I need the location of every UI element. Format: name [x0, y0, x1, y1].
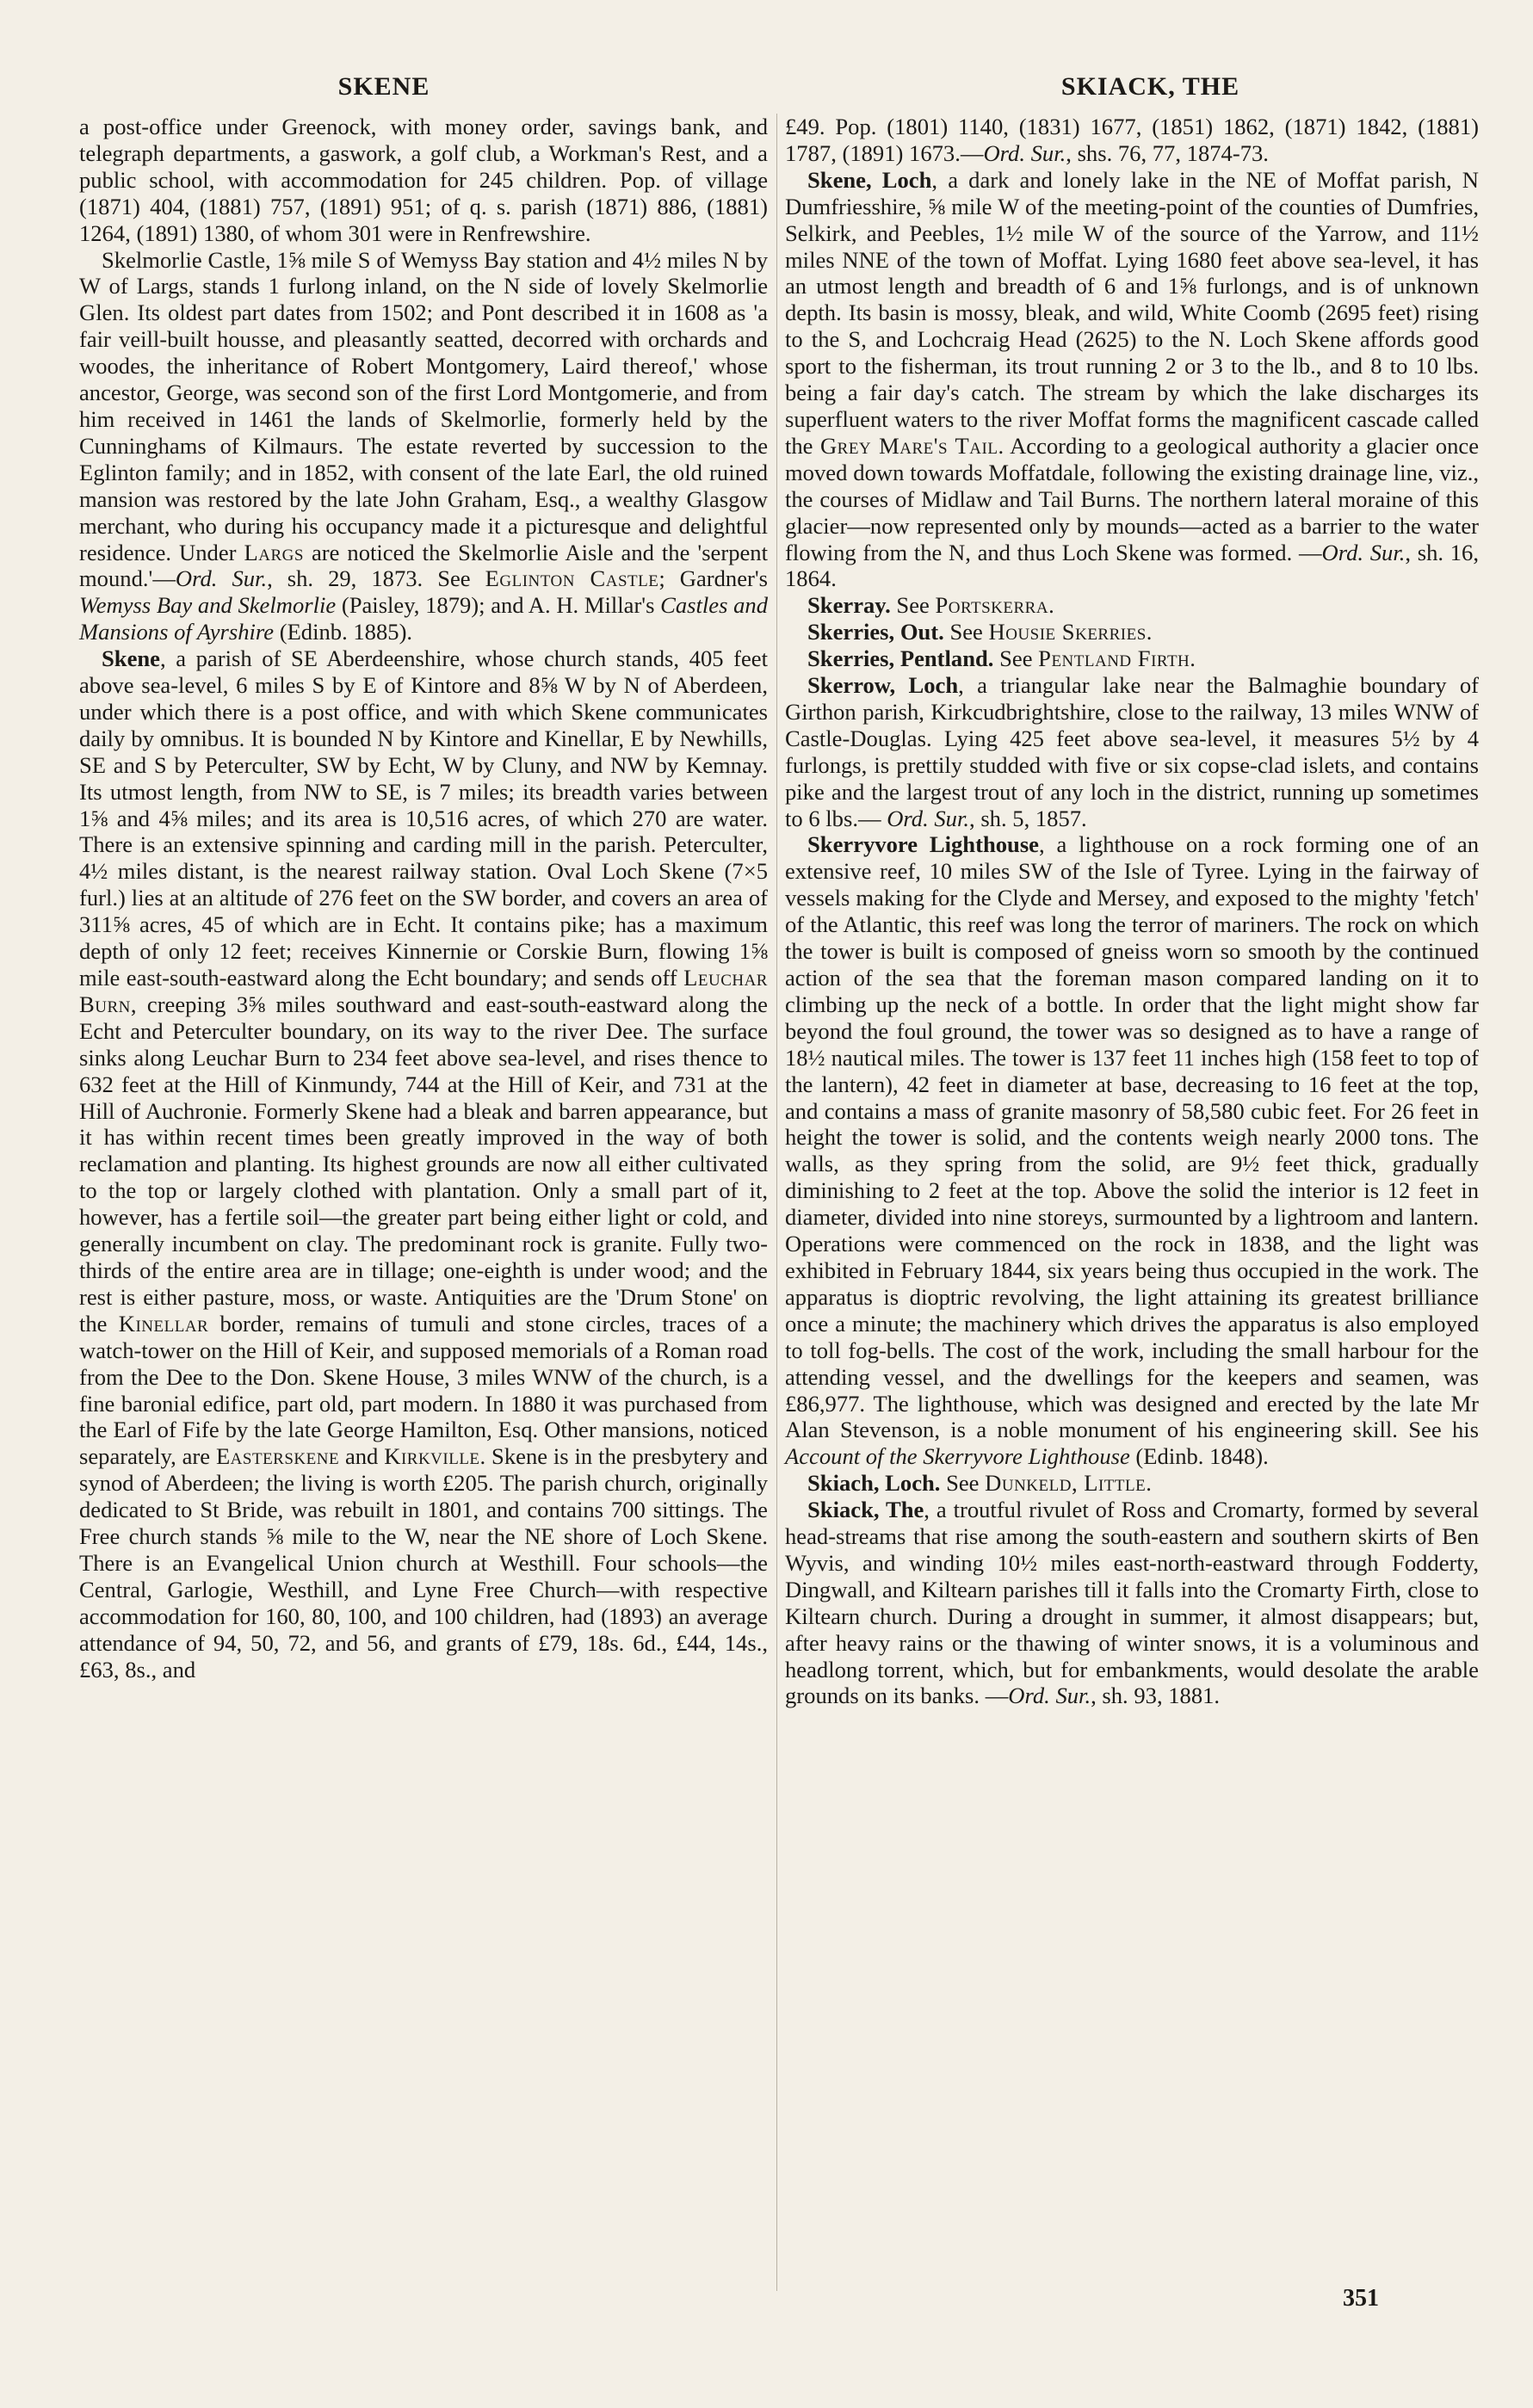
cross-ref-pentland-firth: Pentland Firth — [1038, 645, 1190, 672]
entry-skerray: Skerray. See Portskerra. — [807, 592, 1054, 619]
paragraph-post-office: a post-office under Greenock, with money order, savings bank, and telegraph departments, a gaswork, a golf club, a Workman's Rest, and a public school, with accommodation for 245 children. Pop. of village (1871) 404, (1881) 757, (1891) 951; of q. s. parish (1871) 886, (1881) 1264, (1891) 1380, of whom 301 were in Renfrewshire. — [79, 114, 768, 246]
paragraph-skene-population: £49. Pop. (1801) 1140, (1831) 1677, (1851) 1862, (1871) 1842, (1881) 1787, (1891) 1673.—Ord. Sur., shs. 76, 77, 1874-73. — [785, 114, 1479, 166]
book-title-skerryvore-account: Account of the Skerryvore Lighthouse — [785, 1443, 1130, 1470]
entry-skiack-the: Skiack, The, a troutful rivulet of Ross and Cromarty, formed by several head-streams that rise among the south-eastern and southern skirts of Ben Wyvis, and winding 10½ miles east-north-eastward through Fodderty, Dingwall, and Kiltearn parishes till it falls into the Cromarty Firth, close to Kiltearn church. During a drought in summer, it almost disappears; but, after heavy rains or the thawing of winter snows, it is a voluminous and headlong torrent, which, but for embankments, would desolate the arable grounds on its banks. —Ord. Sur., sh. 93, 1881. — [785, 1497, 1479, 1709]
running-head-right: SKIACK, THE — [1060, 72, 1240, 101]
entry-skene-loch: Skene, Loch, a dark and lonely lake in the NE of Moffat parish, N Dumfriesshire, ⅝ mile W of the meeting-point of the counties of Dumfries, Selkirk, and Peebles, 1½ mile W of the source of the Yarrow, and 11½ miles NNE of the town of Moffat. Lying 1680 feet above sea-level, it has an utmost length and breadth of 6 and 1⅝ furlongs, and is of unknown depth. Its basin is mossy, bleak, and wild, White Coomb (2695 feet) rising to the S, and Lochcraig Head (2625) to the N. Loch Skene affords good sport to the fisherman, its trout running 2 or 3 to the lb., and 8 to 10 lbs. being a fair day's catch. The stream by which the lake discharges its superfluent waters to the river Moffat forms the magnificent cascade called the Grey Mare's Tail. According to a geological authority a glacier once moved down towards Moffatdale, following the existing drainage line, viz., the courses of Midlaw and Tail Burns. The northern lateral moraine of this glacier—now represented only by mounds—acted as a barrier to the water flowing from the N, and thus Loch Skene was formed. —Ord. Sur., sh. 16, 1864. — [785, 166, 1479, 592]
entry-heading-skiach-loch: Skiach, Loch. — [807, 1470, 941, 1497]
entry-heading-skerryvore: Skerryvore Lighthouse — [807, 831, 1039, 858]
column-divider — [776, 114, 777, 2291]
entry-heading-skerray: Skerray. — [807, 592, 891, 619]
entry-skerries-out: Skerries, Out. See Housie Skerries. — [807, 619, 1153, 645]
cross-ref-kirkville: Kirkville — [384, 1443, 480, 1470]
right-column — [785, 114, 1479, 1709]
entry-heading-skerries-pentland: Skerries, Pentland. — [807, 645, 994, 672]
cross-ref-leuchar-burn: Leuchar Burn — [79, 965, 768, 1017]
book-title-castles-mansions: Castles and Mansions of Ayrshire — [79, 592, 768, 645]
cross-ref-eglinton-castle: Eglinton Castle — [485, 565, 659, 592]
entry-skerrow-loch: Skerrow, Loch, a triangular lake near the Balmaghie boundary of Girthon parish, Kirkcudbrightshire, close to the railway, 13 miles WNW of Castle-Douglas. Lying 425 feet above sea-level, it measures 5½ by 4 furlongs, is prettily studded with five or six copse-clad islets, and contains pike and the largest trout of any loch in the district, running up sometimes to 6 lbs.— Ord. Sur., sh. 5, 1857. — [785, 672, 1479, 831]
cross-ref-dunkeld-little: Dunkeld, Little — [985, 1470, 1147, 1497]
cross-ref-portskerra: Portskerra — [935, 592, 1049, 619]
entry-skiach-loch: Skiach, Loch. See Dunkeld, Little. — [807, 1470, 1152, 1497]
entry-heading-skiack: Skiack, The — [807, 1497, 924, 1523]
left-column — [79, 114, 768, 1683]
page-number: 351 — [1343, 2285, 1379, 2312]
book-title-wemyss-bay: Wemyss Bay and Skelmorlie — [79, 592, 337, 619]
cross-ref-grey-mares-tail: Grey Mare's Tail — [819, 432, 998, 459]
entry-heading-skerrow-loch: Skerrow, Loch — [807, 672, 959, 699]
cross-ref-largs: Largs — [244, 539, 304, 565]
entry-heading-skerries-out: Skerries, Out. — [807, 619, 944, 645]
entry-skene-parish: Skene, a parish of SE Aberdeenshire, whose church stands, 405 feet above sea-level, 6 miles S by E of Kintore and 8⅝ W by N of Aberdeen, under which there is a post office, and with which Skene communicates daily by omnibus. It is bounded N by Kintore and Kinellar, E by Newhills, SE and S by Peterculter, SW by Echt, W by Cluny, and NW by Kemnay. Its utmost length, from NW to SE, is 7 miles; its breadth varies between 1⅝ and 4⅝ miles; and its area is 10,516 acres, of which 270 are water. There is an extensive spinning and carding mill in the parish. Peterculter, 4½ miles distant, is the nearest railway station. Oval Loch Skene (7×5 furl.) lies at an altitude of 276 feet on the SW border, and covers an area of 311⅝ acres, 45 of which are in Echt. It contains pike; has a maximum depth of only 12 feet; receives Kinnernie or Corskie Burn, flowing 1⅝ mile east-south-eastward along the Echt boundary; and sends off Leuchar Burn, creeping 3⅝ miles southward and east-south-eastward along the Echt and Peterculter boundary, on its way to the river Dee. The surface sinks along Leuchar Burn to 234 feet above sea-level, and rises thence to 632 feet at the Hill of Kinmundy, 744 at the Hill of Keir, and 731 at the Hill of Auchronie. Formerly Skene had a bleak and barren appearance, but it has within recent times been greatly improved in the way of both reclamation and planting. Its highest grounds are now all either cultivated to the top or largely clothed with plantation. Only a small part of it, however, has a fertile soil—the greater part being either light or cold, and generally incumbent on clay. The predominant rock is granite. Fully two-thirds of the entire area are in tillage; one-eighth is under wood; and the rest is either pasture, moss, or waste. Antiquities are the 'Drum Stone' on the Kinellar border, remains of tumuli and stone circles, traces of a watch-tower on the Hill of Keir, and supposed memorials of a Roman road from the Dee to the Don. Skene House, 3 miles WNW of the church, is a fine baronial edifice, part old, part modern. In 1880 it was purchased from the Earl of Fife by the late George Hamilton, Esq. Other mansions, noticed separately, are Easterskene and Kirkville. Skene is in the presbytery and synod of Aberdeen; the living is worth £205. The parish church, originally dedicated to St Bride, was rebuilt in 1801, and contains 700 sittings. The Free church stands ⅝ mile to the W, near the NE shore of Loch Skene. There is an Evangelical Union church at Westhill. Four schools—the Central, Garlogie, Westhill, and Lyne Free Church—with respective accommodation for 160, 80, 100, and 100 children, had (1893) an average attendance of 94, 50, 72, and 56, and grants of £79, 18s. 6d., £44, 14s., £63, 8s., and — [79, 645, 769, 1683]
cross-ref-easterskene: Easterskene — [215, 1443, 340, 1470]
cross-ref-kinellar: Kinellar — [118, 1310, 209, 1337]
running-head-left: SKENE — [337, 72, 430, 101]
cross-ref-housie-skerries: Housie Skerries — [988, 619, 1147, 645]
entry-skerries-pentland: Skerries, Pentland. See Pentland Firth. — [807, 645, 1196, 672]
entry-heading-skene-loch: Skene, Loch — [807, 166, 932, 193]
entry-skelmorlie-castle: Skelmorlie Castle, 1⅝ mile S of Wemyss Bay station and 4½ miles N by W of Largs, stands 1 furlong inland, on the N side of lovely Skelmorlie Glen. Its oldest part dates from 1502; and Pont described it in 1608 as 'a fair veill-built housse, and pleasantly seatted, decorred with orchards and woodes, the inheritance of Robert Montgomery, Laird thereof,' whose ancestor, George, was second son of the first Lord Montgomerie, and from him received in 1461 the lands of Skelmorlie, formerly held by the Cunninghams of Kilmaurs. The estate reverted by succession to the Eglinton family; and in 1852, with consent of the late Earl, the old ruined mansion was restored by the late John Graham, Esq., a wealthy Glasgow merchant, who during his occupancy made it a picturesque and delightful residence. Under Largs are noticed the Skelmorlie Aisle and the 'serpent mound.'—Ord. Sur., sh. 29, 1873. See Eglinton Castle; Gardner's Wemyss Bay and Skelmorlie (Paisley, 1879); and A. H. Millar's Castles and Mansions of Ayrshire (Edinb. 1885). — [79, 246, 769, 645]
entry-heading-skene: Skene — [102, 645, 160, 672]
entry-skerryvore-lighthouse: Skerryvore Lighthouse, a lighthouse on a rock forming one of an extensive reef, 10 miles SW of the Isle of Tyree. Lying in the fairway of vessels making for the Clyde and Mersey, and exposed to the mighty 'fetch' of the Atlantic, this reef was long the terror of mariners. The rock on which the tower is built is composed of gneiss worn so smooth by the continued action of the sea that the foreman mason compared landing on it to climbing up the neck of a bottle. In order that the light might show far beyond the foul ground, the tower was so designed as to have a range of 18½ nautical miles. The tower is 137 feet 11 inches high (158 feet to top of the lantern), 42 feet in diameter at base, decreasing to 16 feet at the top, and contains a mass of granite masonry of 58,580 cubic feet. For 26 feet in height the tower is solid, and the contents weigh nearly 2000 tons. The walls, as they spring from the solid, are 9½ feet thick, gradually diminishing to 2 feet at the top. Above the solid the interior is 12 feet in diameter, divided into nine storeys, surmounted by a lightroom and lantern. Operations were commenced on the rock in 1838, and the light was exhibited in February 1844, six years being thus occupied in the work. The apparatus is dioptric revolving, the light attaining its greatest brilliance once a minute; the machinery which drives the apparatus is also employed to toll fog-bells. The cost of the work, including the small harbour for the attending vessel, and the dwellings for the keepers and seamen, was £86,977. The lighthouse, which was designed and erected by the late Mr Alan Stevenson, is a noble monument of his engineering skill. See his Account of the Skerryvore Lighthouse (Edinb. 1848). — [785, 831, 1479, 1470]
